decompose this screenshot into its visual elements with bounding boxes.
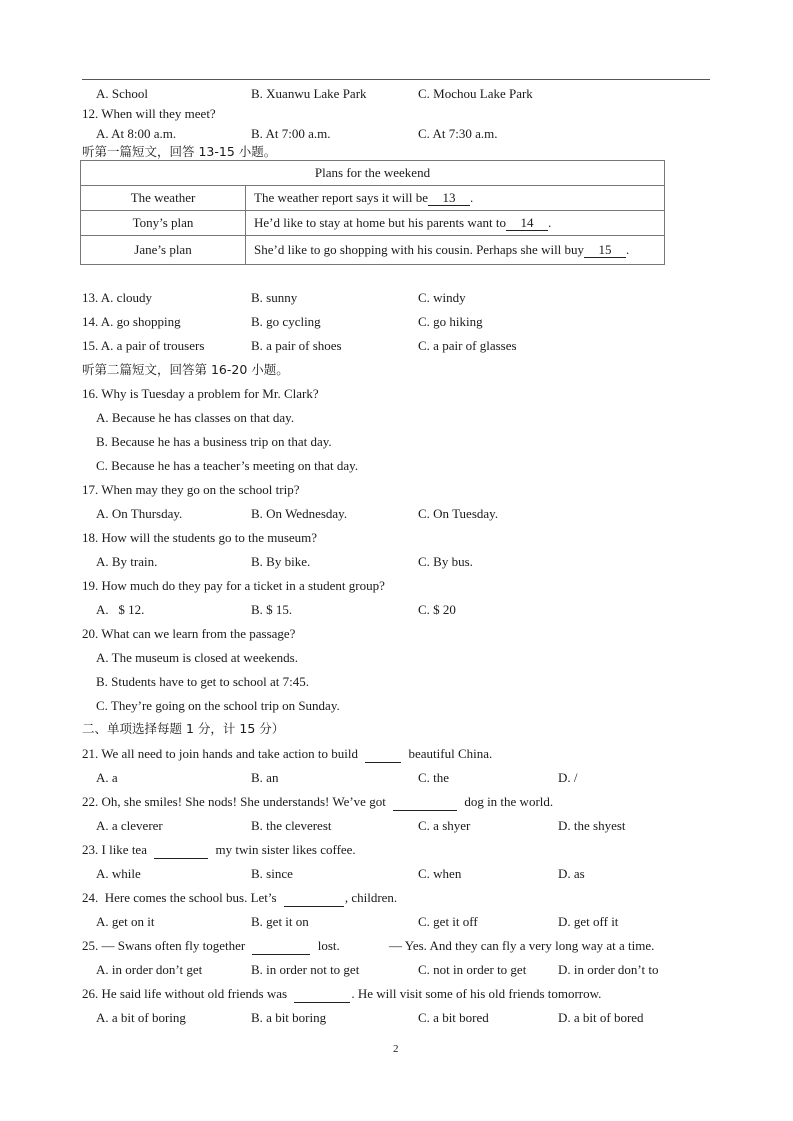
q20-stem: 20. What can we learn from the passage?	[82, 626, 296, 641]
stem-text-end: my twin sister likes coffee.	[215, 842, 356, 857]
row-content	[246, 186, 665, 211]
q23-option-a: A. while	[96, 866, 141, 881]
q16-option-c: C. Because he has a teacher’s meeting on that day.	[96, 458, 359, 473]
q21-stem	[82, 746, 492, 763]
stem-text-end: beautiful China.	[408, 746, 493, 761]
q12-stem: 12. When will they meet?	[82, 106, 216, 121]
stem-text-end: . He will visit some of his old friends tomorrow.	[351, 986, 602, 1001]
row-text: She’d like to go shopping with his cousin. Perhaps she will buy	[254, 242, 585, 257]
q21-option-a: A. a	[96, 770, 118, 785]
q13-option-c: C. windy	[418, 290, 466, 305]
q14-option-b: B. go cycling	[251, 314, 321, 329]
q20-option-b: B. Students have to get to school at 7:45.	[96, 674, 310, 689]
q18-option-a: A. By train.	[96, 554, 158, 569]
q14-option-c: C. go hiking	[418, 314, 483, 329]
q17-stem: 17. When may they go on the school trip?	[82, 482, 300, 497]
q16-stem: 16. Why is Tuesday a problem for Mr. Clark?	[82, 386, 319, 401]
answer-blank	[284, 890, 344, 907]
answer-blank	[154, 842, 208, 859]
stem-text: 25. — Swans often fly together	[82, 938, 246, 953]
q13-option-a: 13. A. cloudy	[82, 290, 153, 305]
row-label: The weather	[81, 186, 246, 211]
row-end: .	[470, 190, 474, 205]
q26-option-d: D. a bit of bored	[558, 1010, 644, 1025]
section2-heading: 听第二篇短文，回答第 16-20 小题。	[82, 362, 289, 377]
answer-blank: 14	[506, 216, 548, 231]
q22-option-c: C. a shyer	[418, 818, 471, 833]
q23-option-c: C. when	[418, 866, 462, 881]
stem-text: 24. Here comes the school bus. Let’s	[82, 890, 277, 905]
q18-option-b: B. By bike.	[251, 554, 311, 569]
stem-text: 22. Oh, she smiles! She nods! She understands! We’ve got	[82, 794, 386, 809]
q13-option-b: B. sunny	[251, 290, 298, 305]
q15-option-b: B. a pair of shoes	[251, 338, 342, 353]
q20-option-c: C. They’re going on the school trip on Sunday.	[96, 698, 340, 713]
q19-option-c: C. $ 20	[418, 602, 456, 617]
row-content	[246, 236, 665, 265]
row-end: .	[548, 215, 552, 230]
q22-stem	[82, 794, 553, 811]
table-row	[81, 236, 665, 265]
q25-option-d: D. in order don’t to	[558, 962, 659, 977]
q23-stem	[82, 842, 356, 859]
answer-blank: 15	[584, 243, 626, 258]
answer-blank	[393, 794, 457, 811]
row-end: .	[626, 242, 630, 257]
stem-text-end: lost.	[317, 938, 340, 953]
answer-blank	[294, 986, 350, 1003]
q25-option-a: A. in order don’t get	[96, 962, 203, 977]
q12-option-b: B. At 7:00 a.m.	[251, 126, 331, 141]
q26-option-c: C. a bit bored	[418, 1010, 489, 1025]
q15-option-c: C. a pair of glasses	[418, 338, 517, 353]
q20-option-a: A. The museum is closed at weekends.	[96, 650, 298, 665]
q11-option-c: C. Mochou Lake Park	[418, 86, 533, 101]
q24-option-a: A. get on it	[96, 914, 155, 929]
table-row	[81, 211, 665, 236]
q11-option-a: A. School	[96, 86, 148, 101]
q17-option-b: B. On Wednesday.	[251, 506, 348, 521]
table-row	[81, 186, 665, 211]
q21-option-c: C. the	[418, 770, 450, 785]
q16-option-a: A. Because he has classes on that day.	[96, 410, 295, 425]
q19-stem: 19. How much do they pay for a ticket in a student group?	[82, 578, 385, 593]
q25-option-c: C. not in order to get	[418, 962, 527, 977]
section1-heading: 听第一篇短文，回答 13-15 小题。	[82, 144, 277, 159]
q17-option-a: A. On Thursday.	[96, 506, 183, 521]
q26-option-a: A. a bit of boring	[96, 1010, 186, 1025]
q21-option-b: B. an	[251, 770, 279, 785]
row-content	[246, 211, 665, 236]
q21-option-d: D. /	[558, 770, 578, 785]
header-rule	[82, 79, 710, 80]
q15-option-a: 15. A. a pair of trousers	[82, 338, 205, 353]
answer-blank	[365, 746, 401, 763]
q22-option-d: D. the shyest	[558, 818, 626, 833]
q24-option-d: D. get off it	[558, 914, 619, 929]
q25-reply: — Yes. And they can fly a very long way at a time.	[389, 938, 655, 953]
q24-option-b: B. get it on	[251, 914, 309, 929]
stem-text: 21. We all need to join hands and take action to build	[82, 746, 358, 761]
q16-option-b: B. Because he has a business trip on that day.	[96, 434, 332, 449]
q17-option-c: C. On Tuesday.	[418, 506, 499, 521]
plans-table	[80, 160, 665, 265]
q18-stem: 18. How will the students go to the museum?	[82, 530, 318, 545]
page-number: 2	[393, 1043, 399, 1055]
q19-option-a: A. $ 12.	[96, 602, 145, 617]
q25-option-b: B. in order not to get	[251, 962, 360, 977]
q23-option-b: B. since	[251, 866, 293, 881]
answer-blank: 13	[428, 191, 470, 206]
q22-option-b: B. the cleverest	[251, 818, 332, 833]
stem-text-end: , children.	[344, 890, 398, 905]
q18-option-c: C. By bus.	[418, 554, 473, 569]
answer-blank	[252, 938, 310, 955]
stem-text: 26. He said life without old friends was	[82, 986, 288, 1001]
q14-option-a: 14. A. go shopping	[82, 314, 181, 329]
q24-stem	[82, 890, 397, 907]
stem-text-end: dog in the world.	[464, 794, 554, 809]
q11-option-b: B. Xuanwu Lake Park	[251, 86, 367, 101]
q26-stem	[82, 986, 601, 1003]
q23-option-d: D. as	[558, 866, 585, 881]
q12-option-c: C. At 7:30 a.m.	[418, 126, 498, 141]
row-text: He’d like to stay at home but his parents want to	[254, 215, 507, 230]
q12-option-a: A. At 8:00 a.m.	[96, 126, 177, 141]
q26-option-b: B. a bit boring	[251, 1010, 327, 1025]
part2-heading: 二、单项选择每题 1 分，计 15 分）	[82, 721, 285, 736]
row-label: Jane’s plan	[81, 236, 246, 265]
q19-option-b: B. $ 15.	[251, 602, 293, 617]
q24-option-c: C. get it off	[418, 914, 478, 929]
table-title: Plans for the weekend	[81, 161, 665, 186]
row-text: The weather report says it will be	[254, 190, 428, 205]
stem-text: 23. I like tea	[82, 842, 147, 857]
q25-stem	[82, 938, 340, 955]
row-label: Tony’s plan	[81, 211, 246, 236]
q22-option-a: A. a cleverer	[96, 818, 163, 833]
